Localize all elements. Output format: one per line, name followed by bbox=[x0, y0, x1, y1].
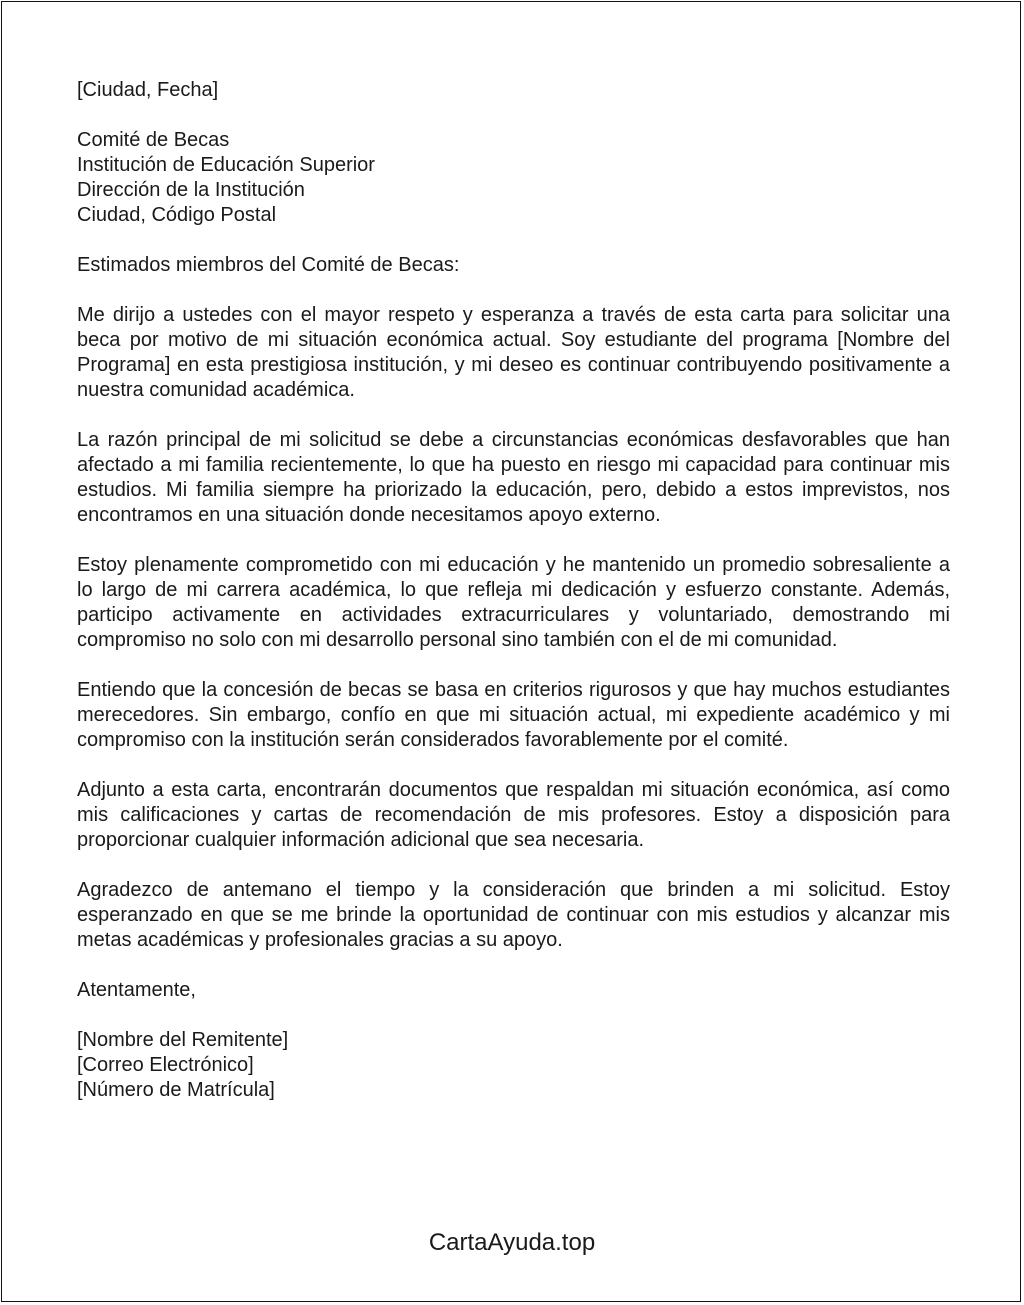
recipient-address bbox=[77, 128, 950, 228]
sender-name: [Nombre del Remitente] bbox=[77, 1029, 289, 1051]
salutation: Estimados miembros del Comité de Becas: bbox=[77, 254, 460, 276]
body-paragraph: La razón principal de mi solicitud se debe a circunstancias económicas desfavorables que han afectado a mi familia recientemente, lo que ha puesto en riesgo mi capacidad para continuar mis estudios. Mi familia siempre ha priorizado la educación, pero, debido a estos imprevistos, nos encontramos en una situación donde necesitamos apoyo externo. bbox=[77, 429, 950, 526]
recipient-line: Comité de Becas bbox=[77, 129, 230, 151]
letter-page bbox=[1, 1, 1021, 1302]
sender-email: [Correo Electrónico] bbox=[77, 1054, 254, 1076]
body-paragraph: Agradezco de antemano el tiempo y la consideración que brinden a mi solicitud. Estoy esperanzado en que se me brinde la oportunidad de continuar con mis estudios y alcanzar mis metas académicas y profesionales gracias a su apoyo. bbox=[77, 879, 950, 951]
signature-block bbox=[77, 1028, 950, 1103]
recipient-line: Dirección de la Institución bbox=[77, 179, 305, 201]
letter-body bbox=[77, 78, 950, 1128]
body-paragraph: Adjunto a esta carta, encontrarán documentos que respaldan mi situación económica, así como mis calificaciones y cartas de recomendación de mis profesores. Estoy a disposición para proporcionar cualquier información adicional que sea necesaria. bbox=[77, 779, 950, 851]
body-paragraph: Me dirijo a ustedes con el mayor respeto y esperanza a través de esta carta para solicitar una beca por motivo de mi situación económica actual. Soy estudiante del programa [Nombre del Programa] en esta prestigiosa institución, y mi deseo es continuar contribuyendo positivamente a nuestra comunidad académica. bbox=[77, 304, 950, 401]
place-date: [Ciudad, Fecha] bbox=[77, 79, 219, 101]
footer-site-name: CartaAyuda.top bbox=[428, 1229, 596, 1256]
closing-block bbox=[77, 978, 950, 1003]
salutation-block bbox=[77, 253, 950, 278]
closing: Atentamente, bbox=[77, 979, 196, 1001]
sender-id-number: [Número de Matrícula] bbox=[77, 1079, 275, 1101]
recipient-line: Ciudad, Código Postal bbox=[77, 204, 277, 226]
body-paragraph: Entiendo que la concesión de becas se basa en criterios rigurosos y que hay muchos estudiantes merecedores. Sin embargo, confío en que mi situación actual, mi expediente académico y mi compromiso con la institución serán considerados favorablemente por el comité. bbox=[77, 679, 950, 751]
recipient-line: Institución de Educación Superior bbox=[77, 154, 375, 176]
body-paragraph: Estoy plenamente comprometido con mi educación y he mantenido un promedio sobresaliente a lo largo de mi carrera académica, lo que refleja mi dedicación y esfuerzo constante. Además, participo activamente en actividades extracurriculares y voluntariado, demostrando mi compromiso no solo con mi desarrollo personal sino también con el de mi comunidad. bbox=[77, 554, 950, 651]
place-date-block bbox=[77, 78, 950, 103]
